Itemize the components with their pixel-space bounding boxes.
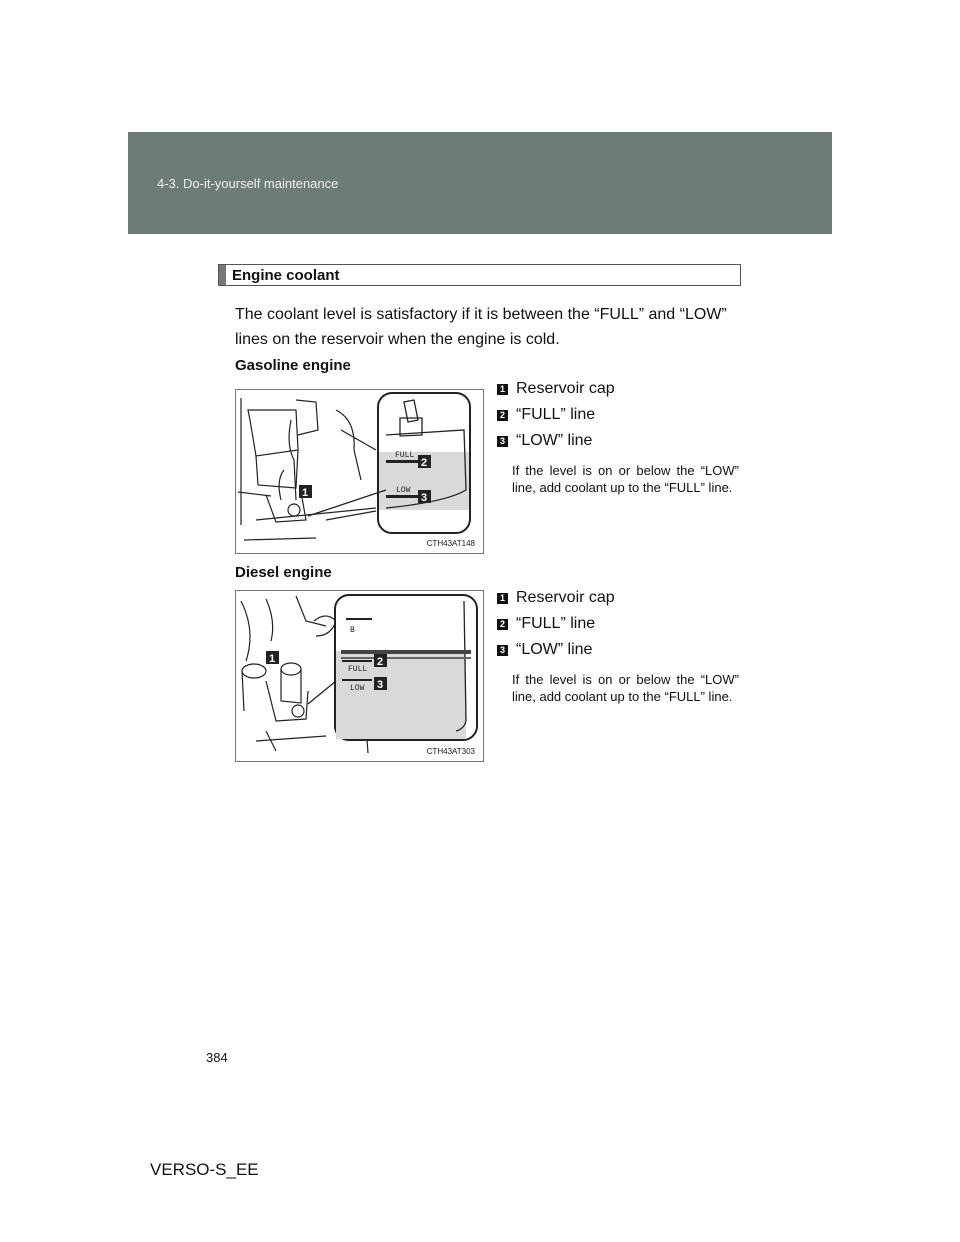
- diesel-callout-reservoir-cap: [497, 585, 747, 611]
- gasoline-callout-full-line: [497, 402, 747, 428]
- callout-label: “FULL” line: [516, 406, 596, 423]
- section-title-box: [218, 264, 741, 286]
- gasoline-callout-low-line: [497, 428, 747, 454]
- gasoline-heading: Gasoline engine: [235, 357, 351, 374]
- callout-label: Reservoir cap: [516, 380, 615, 397]
- callout-number: 1: [497, 384, 508, 395]
- gasoline-low-mark: LOW: [396, 486, 411, 495]
- diesel-figure: [235, 590, 484, 762]
- gasoline-callout-reservoir-cap: [497, 376, 747, 402]
- diesel-figure-code: CTH43AT303: [426, 747, 475, 756]
- diesel-low-line: [342, 679, 372, 681]
- chapter-heading: 4-3. Do-it-yourself maintenance: [157, 176, 339, 191]
- diesel-full-line: [342, 660, 372, 662]
- footer-model-code: VERSO-S_EE: [150, 1160, 259, 1179]
- section-title-bar: [219, 265, 226, 285]
- page-number: 384: [206, 1050, 228, 1065]
- callout-label: “LOW” line: [516, 641, 593, 658]
- gasoline-badge-2-text: 2: [421, 457, 428, 469]
- diesel-callouts: [497, 585, 747, 705]
- diesel-badge-1-text: 1: [269, 653, 276, 665]
- diesel-full-mark: FULL: [348, 665, 368, 674]
- callout-number: 2: [497, 410, 508, 421]
- gasoline-figure: [235, 389, 484, 554]
- gasoline-full-mark: FULL: [395, 451, 415, 460]
- gasoline-badge-1-text: 1: [302, 487, 309, 499]
- callout-label: Reservoir cap: [516, 589, 615, 606]
- diesel-illustration: [236, 591, 483, 761]
- callout-number: 3: [497, 436, 508, 447]
- callout-number: 3: [497, 645, 508, 656]
- diesel-callout-full-line: [497, 611, 747, 637]
- gasoline-figure-code: CTH43AT148: [426, 539, 475, 548]
- gasoline-illustration: [236, 390, 483, 553]
- callout-label: “FULL” line: [516, 615, 596, 632]
- callout-number: 1: [497, 593, 508, 604]
- diesel-heading: Diesel engine: [235, 564, 332, 581]
- diesel-low-mark: LOW: [350, 684, 365, 693]
- diesel-badge-2-text: 2: [377, 656, 384, 668]
- callout-label: “LOW” line: [516, 432, 593, 449]
- diesel-callout-low-line: [497, 637, 747, 663]
- diesel-note: If the level is on or below the “LOW” line, add coolant up to the “FULL” line.: [512, 672, 739, 704]
- section-title: Engine coolant: [232, 267, 340, 284]
- gasoline-note: If the level is on or below the “LOW” line, add coolant up to the “FULL” line.: [512, 463, 739, 495]
- diesel-badge-3-text: 3: [377, 679, 384, 691]
- diesel-b-mark: B: [350, 626, 355, 635]
- intro-paragraph: The coolant level is satisfactory if it is between the “FULL” and “LOW” lines on the reservoir when the engine is cold.: [235, 306, 727, 348]
- callout-number: 2: [497, 619, 508, 630]
- gasoline-full-line: [386, 460, 420, 463]
- gasoline-callouts: [497, 376, 747, 496]
- diesel-b-line: [346, 618, 372, 620]
- gasoline-low-line: [386, 495, 420, 498]
- gasoline-badge-3-text: 3: [421, 492, 428, 504]
